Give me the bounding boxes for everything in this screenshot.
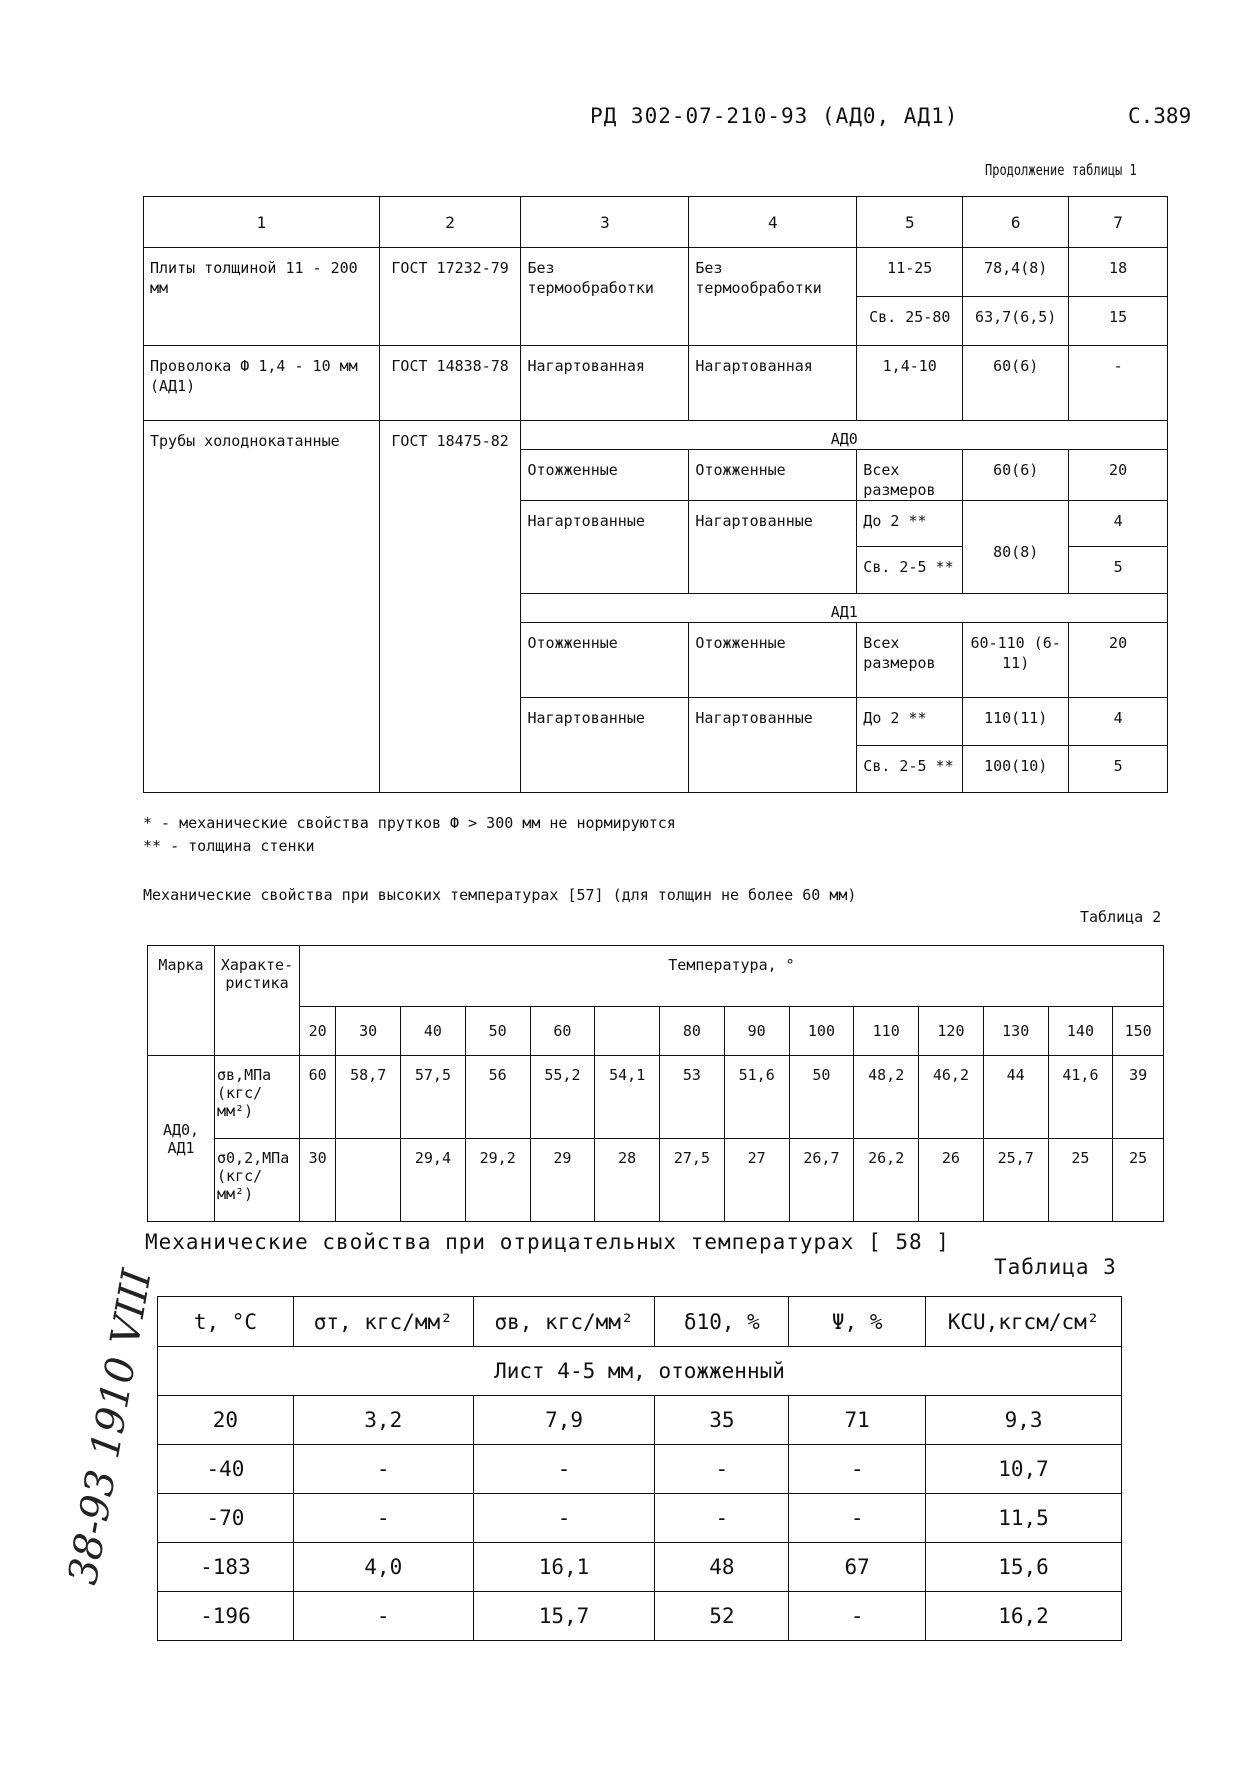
value-cell: 7,9 xyxy=(473,1396,655,1445)
value-cell: - xyxy=(789,1592,926,1641)
table-row xyxy=(148,1139,1164,1222)
value-cell: 11,5 xyxy=(926,1494,1122,1543)
cell: Отожженные xyxy=(689,623,857,698)
value-cell: 67 xyxy=(789,1543,926,1592)
value-cell: 44 xyxy=(983,1056,1048,1139)
table-row xyxy=(158,1494,1122,1543)
table1-header-row xyxy=(144,197,1168,248)
cell: 100(10) xyxy=(963,746,1069,793)
table-row xyxy=(144,248,1168,297)
cell: Нагартованные xyxy=(521,501,689,594)
value-cell: 60 xyxy=(300,1056,336,1139)
value-cell: 55,2 xyxy=(530,1056,595,1139)
value-cell: - xyxy=(789,1445,926,1494)
col-5: 5 xyxy=(857,197,963,248)
cell: 15 xyxy=(1069,297,1168,346)
temperature-cell: 110 xyxy=(854,1007,919,1056)
table-row xyxy=(148,1056,1164,1139)
table2-label: Таблица 2 xyxy=(1080,908,1162,926)
value-cell: 26,2 xyxy=(854,1139,919,1222)
value-cell: 25 xyxy=(1048,1139,1113,1222)
cell: 5 xyxy=(1069,746,1168,793)
cell: Отожженные xyxy=(521,623,689,698)
table3-label: Таблица 3 xyxy=(994,1255,1117,1279)
value-cell: 57,5 xyxy=(401,1056,466,1139)
value-cell: 30 xyxy=(300,1139,336,1222)
value-cell: - xyxy=(789,1494,926,1543)
cell: 11-25 xyxy=(857,248,963,297)
value-cell: 41,6 xyxy=(1048,1056,1113,1139)
cell: Нагартованные xyxy=(689,501,857,594)
temperature-cell: 80 xyxy=(660,1007,725,1056)
col-4: 4 xyxy=(689,197,857,248)
cell: Всех размеров xyxy=(857,450,963,501)
value-cell: 15,6 xyxy=(926,1543,1122,1592)
cell: 60(6) xyxy=(963,346,1069,421)
cell: 18 xyxy=(1069,248,1168,297)
grade-subheader-ad1: АД1 xyxy=(521,594,1168,623)
value-cell: 48 xyxy=(655,1543,789,1592)
cell: Без термообработки xyxy=(689,248,857,346)
temperature-cell: 60 xyxy=(530,1007,595,1056)
value-cell: - xyxy=(293,1592,473,1641)
char-cell: σ0,2,МПа (кгс/мм²) xyxy=(215,1139,300,1222)
cell: Нагартованная xyxy=(689,346,857,421)
cell: ГОСТ 17232-79 xyxy=(379,248,521,346)
temperature-cell: 140 xyxy=(1048,1007,1113,1056)
table-3 xyxy=(157,1296,1122,1641)
cell: До 2 ** xyxy=(857,501,963,547)
doc-code: РД 302-07-210-93 (АД0, АД1) xyxy=(590,104,959,128)
cell: Св. 2-5 ** xyxy=(857,547,963,594)
header-cell: δ10, % xyxy=(655,1297,789,1347)
value-cell: - xyxy=(655,1494,789,1543)
value-cell: 15,7 xyxy=(473,1592,655,1641)
cell: 63,7(6,5) xyxy=(963,297,1069,346)
value-cell: 10,7 xyxy=(926,1445,1122,1494)
col-3: 3 xyxy=(521,197,689,248)
temperature-cell: 100 xyxy=(789,1007,854,1056)
value-cell: 71 xyxy=(789,1396,926,1445)
header-cell: t, °С xyxy=(158,1297,294,1347)
cell: Св. 25-80 xyxy=(857,297,963,346)
value-cell: 4,0 xyxy=(293,1543,473,1592)
table3-caption: Механические свойства при отрицательных температурах [ 58 ] xyxy=(145,1230,950,1254)
temperature-row xyxy=(148,1007,1164,1056)
section-row xyxy=(158,1347,1122,1396)
cell: Отожженные xyxy=(689,450,857,501)
col-6: 6 xyxy=(963,197,1069,248)
cell: 5 xyxy=(1069,547,1168,594)
page-number: С.389 xyxy=(1128,104,1192,128)
cell: 4 xyxy=(1069,698,1168,746)
header-characteristic: Характе-ристика xyxy=(215,946,300,1056)
cell: 4 xyxy=(1069,501,1168,547)
temperature-cell xyxy=(595,1007,660,1056)
value-cell: -70 xyxy=(158,1494,294,1543)
cell: ГОСТ 18475-82 xyxy=(379,421,521,793)
value-cell xyxy=(336,1139,401,1222)
cell: 60-110 (6-11) xyxy=(963,623,1069,698)
table-row xyxy=(158,1396,1122,1445)
value-cell: - xyxy=(293,1445,473,1494)
temperature-cell: 50 xyxy=(465,1007,530,1056)
section-label: Лист 4-5 мм, отожженный xyxy=(158,1347,1122,1396)
cell: Нагартованные xyxy=(689,698,857,793)
temperature-cell: 90 xyxy=(724,1007,789,1056)
col-1: 1 xyxy=(144,197,380,248)
table-row xyxy=(158,1543,1122,1592)
value-cell: 20 xyxy=(158,1396,294,1445)
temperature-cell: 20 xyxy=(300,1007,336,1056)
value-cell: 27,5 xyxy=(660,1139,725,1222)
col-2: 2 xyxy=(379,197,521,248)
cell: 60(6) xyxy=(963,450,1069,501)
value-cell: 9,3 xyxy=(926,1396,1122,1445)
header-cell: σт, кгс/мм² xyxy=(293,1297,473,1347)
header-cell: σв, кгс/мм² xyxy=(473,1297,655,1347)
value-cell: -196 xyxy=(158,1592,294,1641)
cell: Нагартованная xyxy=(521,346,689,421)
cell: 78,4(8) xyxy=(963,248,1069,297)
value-cell: 39 xyxy=(1113,1056,1164,1139)
value-cell: 16,1 xyxy=(473,1543,655,1592)
header-cell: KCU,кгсм/см² xyxy=(926,1297,1122,1347)
table-1 xyxy=(143,196,1168,793)
value-cell: 25,7 xyxy=(983,1139,1048,1222)
col-7: 7 xyxy=(1069,197,1168,248)
table3-header-row xyxy=(158,1297,1122,1347)
value-cell: -40 xyxy=(158,1445,294,1494)
cell: Проволока Ф 1,4 - 10 мм (АД1) xyxy=(144,346,380,421)
temperature-cell: 120 xyxy=(919,1007,984,1056)
value-cell: 54,1 xyxy=(595,1056,660,1139)
grade-subheader-ad0: АД0 xyxy=(521,421,1168,450)
value-cell: 27 xyxy=(724,1139,789,1222)
value-cell: 51,6 xyxy=(724,1056,789,1139)
cell: Трубы холоднокатанные xyxy=(144,421,380,793)
header-cell: Ψ, % xyxy=(789,1297,926,1347)
temperature-cell: 130 xyxy=(983,1007,1048,1056)
cell: 80(8) xyxy=(963,501,1069,594)
value-cell: -183 xyxy=(158,1543,294,1592)
value-cell: 46,2 xyxy=(919,1056,984,1139)
value-cell: - xyxy=(293,1494,473,1543)
char-cell: σв,МПа (кгс/мм²) xyxy=(215,1056,300,1139)
value-cell: 28 xyxy=(595,1139,660,1222)
value-cell: - xyxy=(473,1494,655,1543)
value-cell: 50 xyxy=(789,1056,854,1139)
cell: Всех размеров xyxy=(857,623,963,698)
value-cell: 3,2 xyxy=(293,1396,473,1445)
table1-continuation: Продолжение таблицы 1 xyxy=(985,161,1137,179)
value-cell: 52 xyxy=(655,1592,789,1641)
cell: До 2 ** xyxy=(857,698,963,746)
cell: Плиты толщиной 11 - 200 мм xyxy=(144,248,380,346)
value-cell: 56 xyxy=(465,1056,530,1139)
cell: Без термообработки xyxy=(521,248,689,346)
table-row xyxy=(144,421,1168,450)
table-2 xyxy=(147,945,1164,1222)
value-cell: 48,2 xyxy=(854,1056,919,1139)
value-cell: 35 xyxy=(655,1396,789,1445)
value-cell: - xyxy=(655,1445,789,1494)
header-grade: Марка xyxy=(148,946,215,1056)
table2-caption: Механические свойства при высоких температурах [57] (для толщин не более 60 мм) xyxy=(143,886,857,904)
temperature-cell: 30 xyxy=(336,1007,401,1056)
cell: ГОСТ 14838-78 xyxy=(379,346,521,421)
cell: Нагартованные xyxy=(521,698,689,793)
cell: 1,4-10 xyxy=(857,346,963,421)
value-cell: 29,2 xyxy=(465,1139,530,1222)
footnote-1: * - механические свойства прутков Ф > 300 мм не нормируются xyxy=(143,814,676,832)
value-cell: 53 xyxy=(660,1056,725,1139)
table2-header-row xyxy=(148,946,1164,1007)
value-cell: 26,7 xyxy=(789,1139,854,1222)
table-row xyxy=(158,1592,1122,1641)
temperature-cell: 40 xyxy=(401,1007,466,1056)
value-cell: 16,2 xyxy=(926,1592,1122,1641)
value-cell: 29 xyxy=(530,1139,595,1222)
value-cell: 25 xyxy=(1113,1139,1164,1222)
footnote-2: ** - толщина стенки xyxy=(143,837,315,855)
cell: 20 xyxy=(1069,450,1168,501)
value-cell: 29,4 xyxy=(401,1139,466,1222)
value-cell: 58,7 xyxy=(336,1056,401,1139)
cell: 110(11) xyxy=(963,698,1069,746)
table-row xyxy=(144,346,1168,421)
header-temperature: Температура, ° xyxy=(300,946,1164,1007)
grade-cell: АД0, АД1 xyxy=(148,1056,215,1222)
temperature-cell: 150 xyxy=(1113,1007,1164,1056)
cell: - xyxy=(1069,346,1168,421)
cell: Св. 2-5 ** xyxy=(857,746,963,793)
value-cell: 26 xyxy=(919,1139,984,1222)
cell: 20 xyxy=(1069,623,1168,698)
cell: Отожженные xyxy=(521,450,689,501)
value-cell: - xyxy=(473,1445,655,1494)
table-row xyxy=(158,1445,1122,1494)
handwritten-margin-note: 38-93 1910 VIII xyxy=(60,1266,161,1588)
